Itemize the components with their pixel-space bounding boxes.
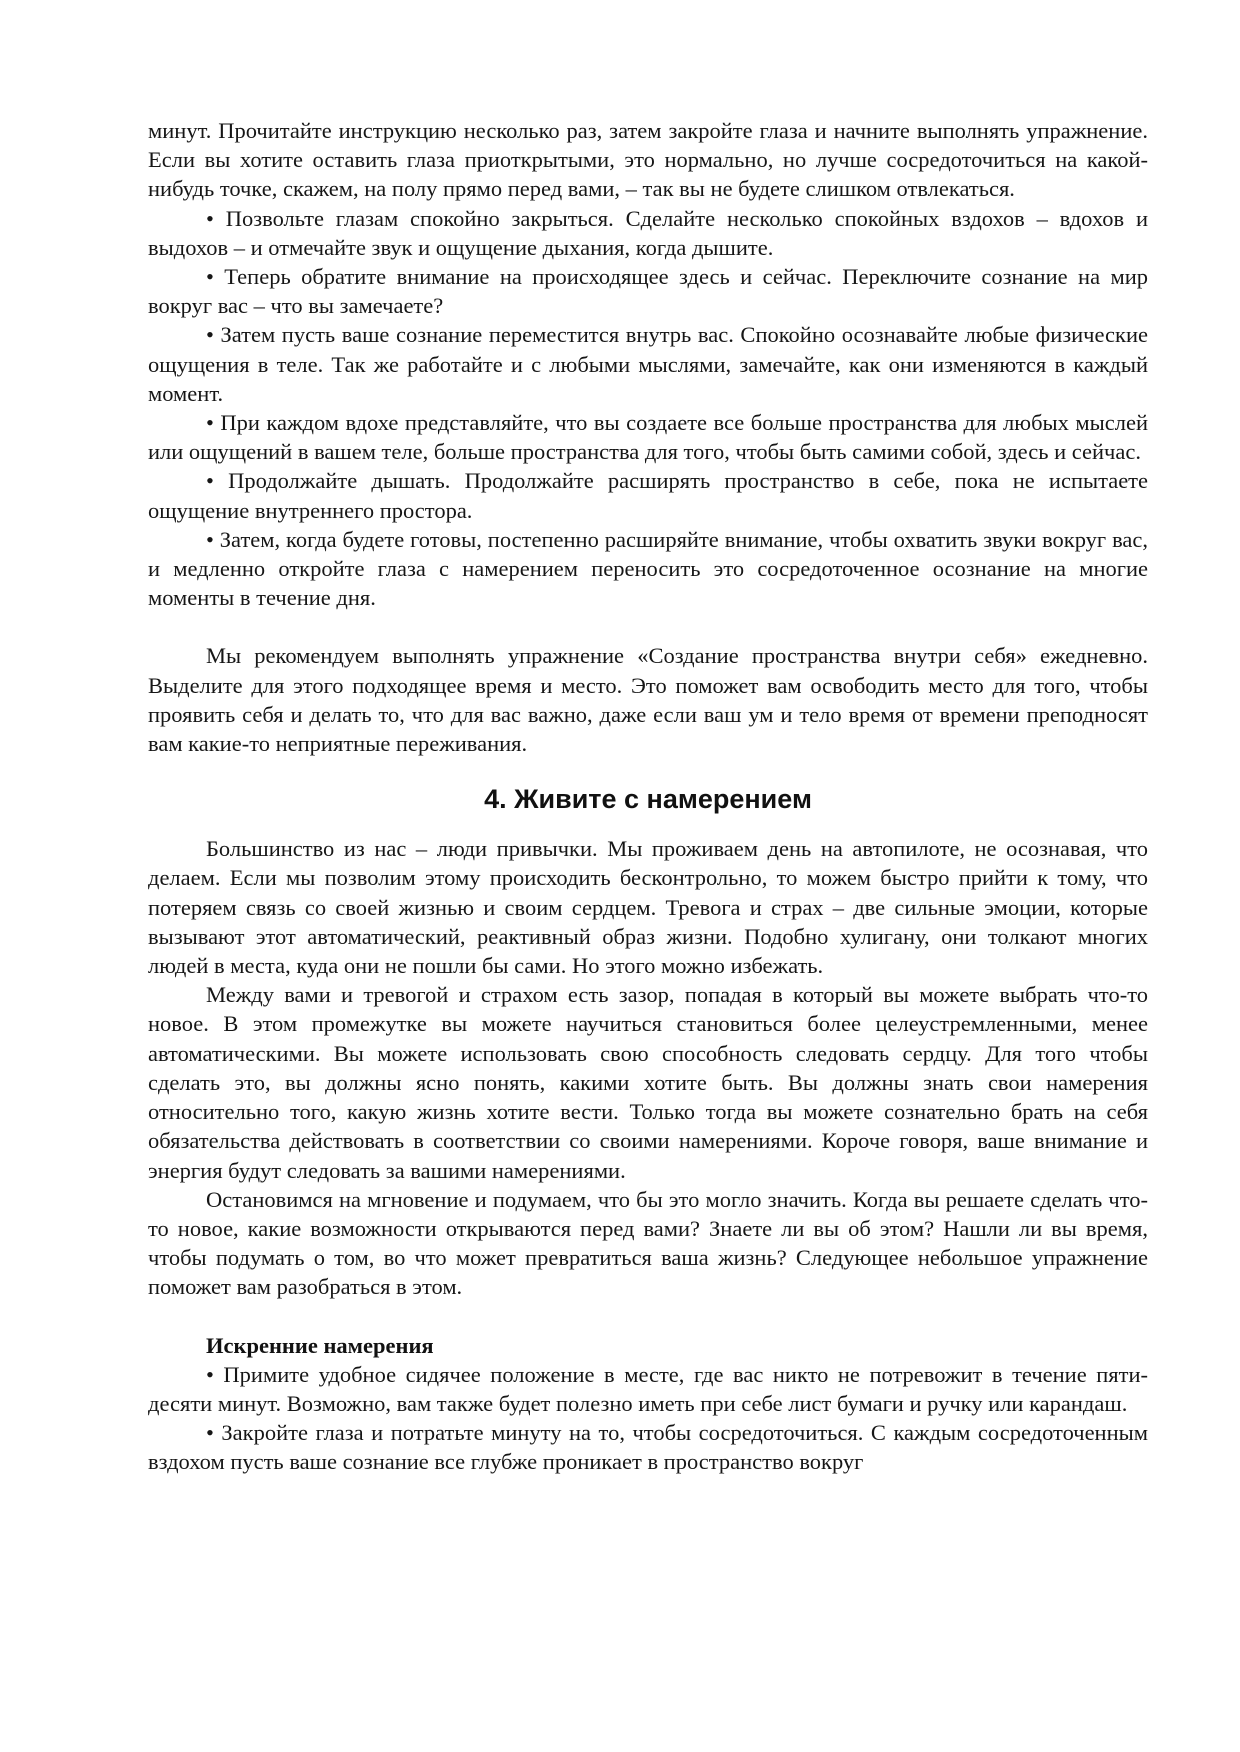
- exercise-heading: Искренние намерения: [206, 1332, 434, 1358]
- bullet-item: • Продолжайте дышать. Продолжайте расширять пространство в себе, пока не испытаете ощущение внутреннего простора.: [148, 468, 1148, 523]
- blank-line: [148, 612, 1148, 641]
- bullet-item: • Затем пусть ваше сознание переместится внутрь вас. Спокойно осознавайте любые физические ощущения в теле. Так же работайте и с любыми мыслями, замечайте, как они изменяются в каждый момент.: [148, 322, 1148, 406]
- bullet-item: • Затем, когда будете готовы, постепенно расширяйте внимание, чтобы охватить звуки вокруг вас, и медленно откройте глаза с намерением переносить это сосредоточенное осознание на многие моменты в течение дня.: [148, 526, 1148, 611]
- section-heading: 4. Живите с намерением: [484, 784, 812, 815]
- continued-paragraph: минут. Прочитайте инструкцию несколько раз, затем закройте глаза и начните выполнять упражнение. Если вы хотите оставить глаза приоткрытыми, это нормально, но лучше сосредоточиться на какой-нибудь точке, скажем, на полу прямо перед вами, – так вы не будете слишком отвлекаться.: [148, 118, 1148, 202]
- body-paragraph: Большинство из нас – люди привычки. Мы проживаем день на автопилоте, не осознавая, что делаем. Если мы позволим этому происходить бесконтрольно, то можем быстро прийти к тому, что потеряем связь со своей жизнью и своим сердцем. Тревога и страх – две сильные эмоции, которые вызывают этот автоматический, реактивный образ жизни. Подобно хулигану, они толкают многих людей в места, куда они не пошли бы сами. Но этого можно избежать.: [148, 836, 1148, 979]
- document-page: [148, 116, 1148, 1477]
- recommendation-paragraph: Мы рекомендуем выполнять упражнение «Создание пространства внутри себя» ежедневно. Выделите для этого подходящее время и место. Это поможет вам освободить место для того, чтобы проявить себя и делать то, что для вас важно, даже если ваш ум и тело время от времени преподносят вам какие-то неприятные переживания.: [148, 643, 1148, 757]
- bullet-item: • Теперь обратите внимание на происходящее здесь и сейчас. Переключите сознание на мир вокруг вас – что вы замечаете?: [148, 264, 1148, 319]
- bullet-item: • Примите удобное сидячее положение в месте, где вас никто не потревожит в течение пяти-десяти минут. Возможно, вам также будет полезно иметь при себе лист бумаги и ручку или карандаш.: [148, 1361, 1148, 1416]
- body-paragraph: Между вами и тревогой и страхом есть зазор, попадая в который вы можете выбрать что-то новое. В этом промежутке вы можете научиться становиться более целеустремленными, менее автоматическими. Вы можете использовать свою способность следовать сердцу. Для того чтобы сделать это, вы должны ясно понять, какими хотите быть. Вы должны знать свои намерения относительно того, какую жизнь хотите вести. Только тогда вы можете сознательно брать на себя обязательства действовать в соответствии со своими намерениями. Короче говоря, ваше внимание и энергия будут следовать за вашими намерениями.: [148, 982, 1148, 1183]
- bullet-item: • Позвольте глазам спокойно закрыться. Сделайте несколько спокойных вздохов – вдохов и выдохов – и отмечайте звук и ощущение дыхания, когда дышите.: [148, 205, 1148, 260]
- bullet-item: • Закройте глаза и потратьте минуту на то, чтобы сосредоточиться. С каждым сосредоточенным вздохом пусть ваше сознание все глубже проникает в пространство вокруг: [148, 1420, 1148, 1475]
- body-paragraph: Остановимся на мгновение и подумаем, что бы это могло значить. Когда вы решаете сделать что-то новое, какие возможности открываются перед вами? Знаете ли вы об этом? Нашли ли вы время, чтобы подумать о том, во что может превратиться ваша жизнь? Следующее небольшое упражнение поможет вам разобраться в этом.: [148, 1186, 1148, 1300]
- blank-line: [148, 1302, 1148, 1331]
- bullet-item: • При каждом вдохе представляйте, что вы создаете все больше пространства для любых мыслей или ощущений в вашем теле, больше пространства для того, чтобы быть самими собой, здесь и сейчас.: [148, 410, 1148, 465]
